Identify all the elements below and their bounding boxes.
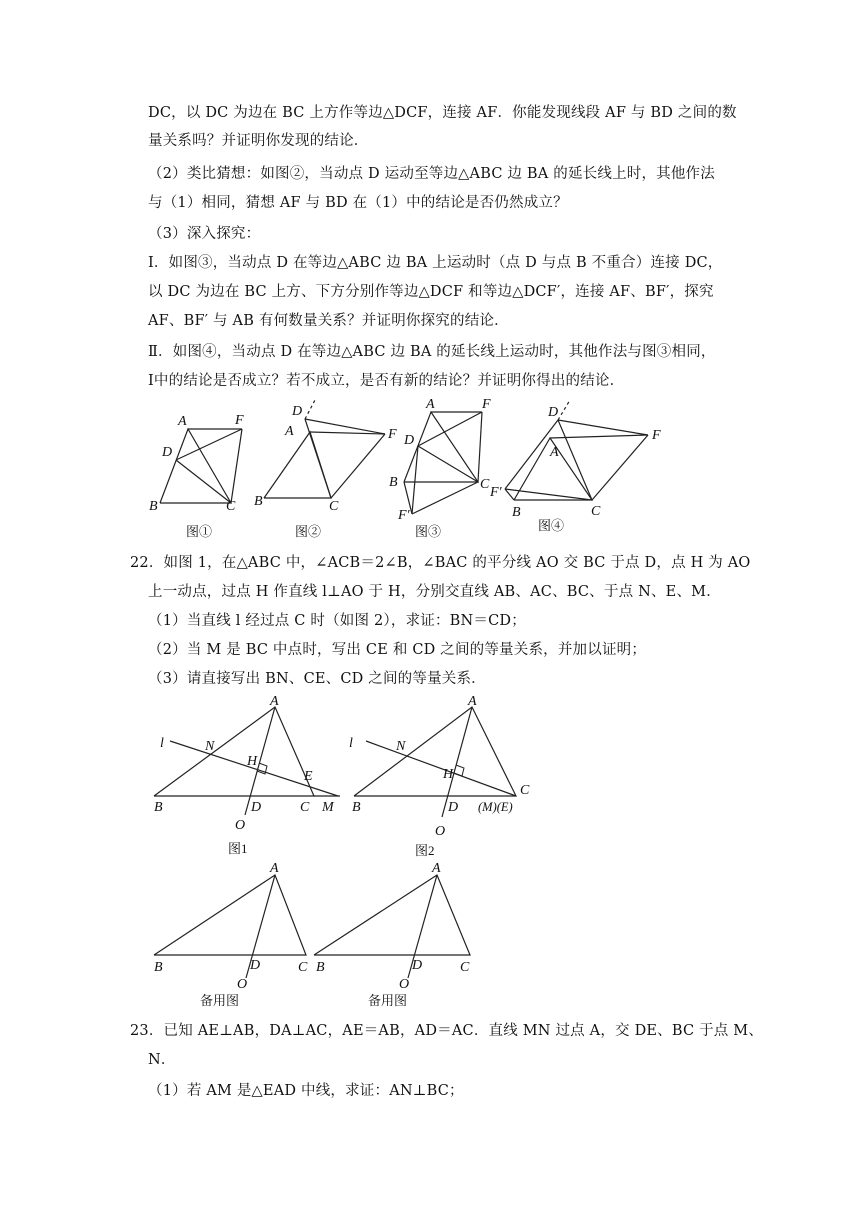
fig2-label-a: A <box>285 424 294 439</box>
fig4-label-f: F <box>652 428 661 443</box>
fig4-label-fprime: F′ <box>490 485 502 500</box>
fig3-label-d: D <box>404 433 415 448</box>
q22-fig2-label-d: D <box>448 800 459 815</box>
fig3-label-c: C <box>480 477 490 492</box>
q22-fig2-label-h: H <box>443 767 454 782</box>
q22-line1: 22．如图 1，在△ABC 中，∠ACB＝2∠B，∠BAC 的平分线 AO 交 BC 于点 D，点 H 为 AO <box>130 555 751 571</box>
q22-fig2-label-o: O <box>435 824 446 839</box>
q21-figures <box>140 392 740 552</box>
fig4-label-a: A <box>550 445 559 460</box>
q22-fig2-label-me: (M)(E) <box>478 800 513 814</box>
q22-fig2-label-c: C <box>520 783 530 798</box>
fig3-label-b: B <box>389 475 398 490</box>
caption-fig1: 图① <box>186 524 213 539</box>
fig2-label-f: F <box>388 427 397 442</box>
q22-fig2-label-l: l <box>349 736 353 751</box>
spare2-label-o: O <box>399 977 410 992</box>
q22-fig1-label-m: M <box>322 800 334 815</box>
q22-fig1-label-l: l <box>160 736 164 751</box>
fig4-label-c: C <box>591 504 601 519</box>
q21-part3-I-line1: Ⅰ．如图③，当动点 D 在等边△ABC 边 BA 上运动时（点 D 与点 B 不重合）连接 DC， <box>148 255 723 271</box>
fig3-label-fprime: F′ <box>398 508 410 523</box>
fig1-label-b: B <box>149 499 158 514</box>
q22-figures-top <box>140 695 560 870</box>
q21-intro-line2: 量关系吗？并证明你发现的结论． <box>148 133 369 149</box>
spare1-label-c: C <box>298 960 308 975</box>
q22-caption-spare1: 备用图 <box>200 993 240 1008</box>
q21-part2-line2: 与（1）相同，猜想 AF 与 BD 在（1）中的结论是否仍然成立？ <box>148 195 568 211</box>
spare2-label-c: C <box>460 960 470 975</box>
fig1-label-d: D <box>162 445 173 460</box>
fig1-label-f: F <box>235 413 244 428</box>
q22-fig1-label-d: D <box>251 800 262 815</box>
q23-line1: 23．已知 AE⊥AB，DA⊥AC，AE＝AB，AD＝AC．直线 MN 过点 A，交 DE、BC 于点 M、 <box>130 1023 764 1039</box>
q21-part3-I-line3: AF、BF′ 与 AB 有何数量关系？并证明你探究的结论． <box>148 313 509 329</box>
q22-part2: （2）当 M 是 BC 中点时，写出 CE 和 CD 之间的等量关系，并加以证明； <box>148 642 647 658</box>
q21-part3-title: （3）深入探究： <box>148 226 261 242</box>
q22-caption-fig2: 图2 <box>415 843 435 858</box>
fig4-label-d: D <box>548 405 559 420</box>
q21-intro-line: DC，以 DC 为边在 BC 上方作等边△DCF，连接 AF．你能发现线段 AF 与 BD 之间的数 <box>148 105 737 121</box>
q21-part3-II-line1: Ⅱ．如图④，当动点 D 在等边△ABC 边 BA 的延长线上运动时，其他作法与图③相同， <box>148 344 716 360</box>
q22-fig2-label-n: N <box>396 739 406 754</box>
spare2-label-a: A <box>432 861 441 876</box>
q22-fig2-label-a: A <box>468 695 477 709</box>
q22-caption-spare2: 备用图 <box>368 993 408 1008</box>
q22-fig1-label-c: C <box>300 800 310 815</box>
spare2-label-b: B <box>316 960 325 975</box>
q22-line2: 上一动点，过点 H 作直线 l⊥AO 于 H，分别交直线 AB、AC、BC、于点 N、E、M． <box>148 584 721 600</box>
fig1-label-a: A <box>178 414 187 429</box>
fig2-label-d: D <box>292 404 303 419</box>
fig3-label-f: F <box>482 397 491 412</box>
fig2-label-c: C <box>329 499 339 514</box>
fig1-label-c: C <box>226 499 236 514</box>
spare1-label-a: A <box>270 861 279 876</box>
q22-fig1-label-h: H <box>247 754 258 769</box>
q22-part3: （3）请直接写出 BN、CE、CD 之间的等量关系． <box>148 671 486 687</box>
q21-part2-line1: （2）类比猜想：如图②，当动点 D 运动至等边△ABC 边 BA 的延长线上时，其他作法 <box>148 166 715 182</box>
spare1-label-o: O <box>237 977 248 992</box>
q22-fig2-label-b: B <box>352 800 361 815</box>
fig2-label-b: B <box>254 494 263 509</box>
fig3-label-a: A <box>426 397 435 412</box>
q22-caption-fig1: 图1 <box>228 841 248 856</box>
q22-fig1-label-e: E <box>304 769 313 784</box>
q22-fig1-label-a: A <box>270 695 279 709</box>
q21-part3-I-line2: 以 DC 为边在 BC 上方、下方分别作等边△DCF 和等边△DCF′，连接 AF、BF′，探究 <box>148 284 714 300</box>
q22-fig1-label-b: B <box>154 800 163 815</box>
q23-line2: N． <box>148 1052 176 1068</box>
spare2-label-d: D <box>412 958 423 973</box>
q22-part1: （1）当直线 l 经过点 C 时（如图 2），求证：BN＝CD； <box>148 613 526 629</box>
q21-part3-II-line2: Ⅰ中的结论是否成立？若不成立，是否有新的结论？并证明你得出的结论． <box>148 373 625 389</box>
q22-figures-spare <box>140 860 500 1015</box>
fig4-label-b: B <box>512 505 521 520</box>
caption-fig3: 图③ <box>415 524 442 539</box>
caption-fig2: 图② <box>295 524 322 539</box>
spare1-label-b: B <box>154 960 163 975</box>
q23-part1: （1）若 AM 是△EAD 中线，求证：AN⊥BC； <box>148 1083 464 1099</box>
q22-fig1-label-o: O <box>235 818 246 833</box>
spare1-label-d: D <box>250 958 261 973</box>
caption-fig4: 图④ <box>538 518 565 533</box>
q22-fig1-label-n: N <box>205 739 215 754</box>
